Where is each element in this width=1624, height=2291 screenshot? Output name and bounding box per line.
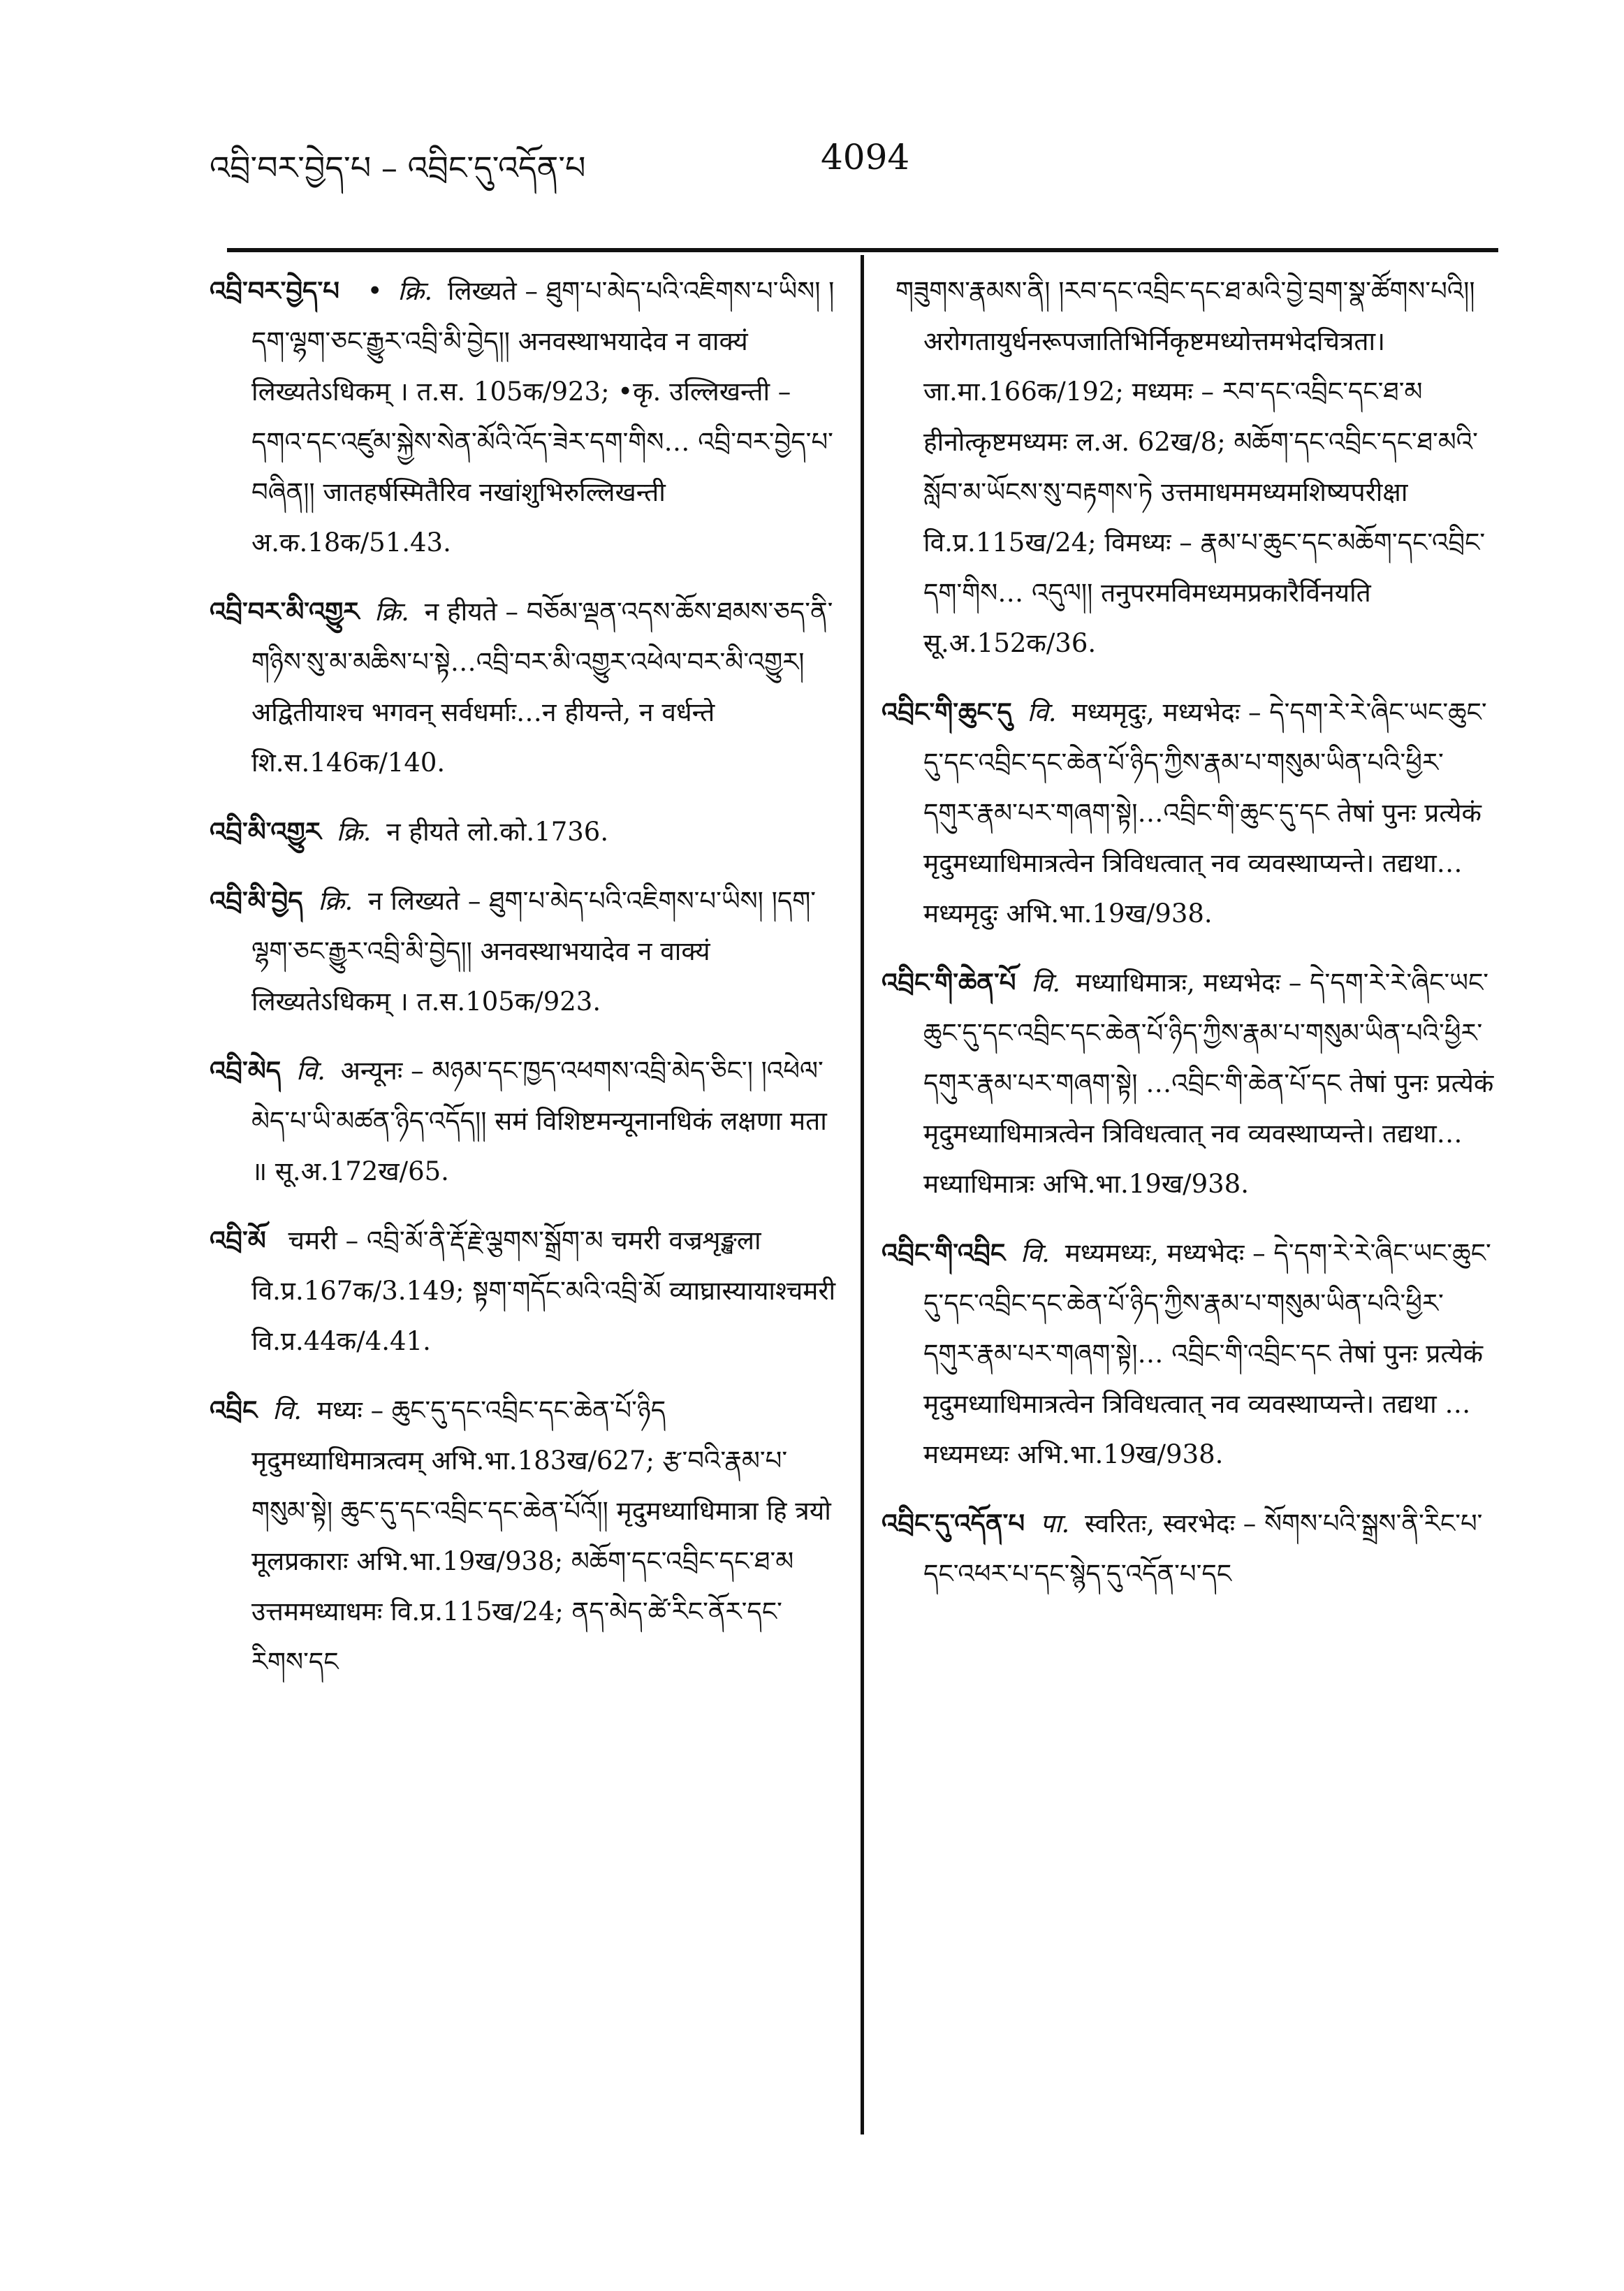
entry-grammar: क्रि. [318, 886, 353, 916]
entry-headword: འབྲི་བར་བྱེད་པ [210, 275, 339, 306]
page-number: 4094 [821, 137, 910, 177]
entry-grammar: वि. [1021, 1238, 1050, 1268]
dictionary-entry [882, 957, 1496, 1209]
header-left: འབྲི་བར་བྱེད་པ – འབྲིང་དུ་འདོན་པ [210, 149, 586, 187]
dictionary-entry [882, 687, 1496, 939]
entry-headword: འབྲི་མེད [210, 1055, 281, 1086]
entry-text: लिख्यते – ཐུག་པ་མེད་པའི་འཇིགས་པ་ཡིས། །དག་ལྷག་ཅང་རྒྱུར་འབྲི་མི་བྱེད།། अनवस्थाभयादेव न वाक्यं लिख्यतेऽधिकम् । त.स. 105क/923; •कृ. उल्लिखन्ती – དགའ་དང་འཛུམ་སྐྱེས་སེན་མོའི་འོད་ཟེར་དག་གིས… འབྲི་བར་བྱེད་པ་བཞིན།། जातहर्षस्मितैरिव नखांशुभिरुल्लिखन्ती अ.क.18क/51.43. [251, 276, 835, 558]
entry-headword: འབྲི་མོ [210, 1225, 266, 1256]
entry-grammar: क्रि. [336, 817, 372, 847]
entry-text: चमरी – འབྲི་མོ་ནི་རྡོ་རྗེ་ལྕགས་སྒྲོག་མ चमरी वज्रशृङ्खला वि.प्र.167क/3.149; སྟག་གདོང་མའི་འབྲི་མོ व्याघ्रास्यायाश्चमरी वि.प्र.44क/4.41. [251, 1225, 836, 1356]
entry-grammar: वि. [1027, 697, 1057, 727]
entry-grammar: वि. [1031, 968, 1061, 998]
entry-text: न हीयते लो.को.1736. [386, 817, 609, 847]
entry-text: གཟུགས་རྣམས་ནི། །རབ་དང་འབྲིང་དང་ཐ་མའི་བྱེ་བྲག་སྣ་ཚོགས་པའི།། अरोगतायुर्धनरूपजातिभिर्निकृष्टमध्योत्तमभेदचित्रता। जा.मा.166क/192; मध्यमः – རབ་དང་འབྲིང་དང་ཐ་མ हीनोत्कृष्टमध्यमः ल.अ. 62ख/8; མཆོག་དང་འབྲིང་དང་ཐ་མའི་སློབ་མ་ཡོངས་སུ་བརྟགས་ཏེ उत्तमाधममध्यमशिष्यपरीक्षा वि.प्र.115ख/24; विमध्यः – རྣམ་པ་ཆུང་དང་མཆོག་དང་འབྲིང་དག་གིས… འདུལ།། तनुपरमविमध्यमप्रकारैर्विनयति सू.अ.152क/36. [895, 276, 1486, 658]
entry-grammar: क्रि. [374, 597, 409, 627]
entry-text: स्वरितः, स्वरभेदः – སོགས་པའི་སྒྲས་ནི་རིང་པ་དང་འཕར་པ་དང་སྙེད་དུ་འདོན་པ་དང [923, 1508, 1483, 1589]
entry-headword: འབྲིང་དུ་འདོན་པ [882, 1508, 1025, 1539]
entry-text: अन्यूनः – མཉམ་དང་ཁྱད་འཕགས་འབྲི་མེད་ཅིང་། །འཕེལ་མེད་པ་ཡི་མཚན་ཉིད་འདོད།། समं विशिष्टमन्यूनानधिकं लक्षणा मता ॥ सू.अ.172ख/65. [251, 1056, 827, 1186]
entry-headword: འབྲི་བར་མི་འགྱུར [210, 596, 360, 627]
entry-text: मध्याधिमात्रः, मध्यभेदः – དེ་དག་རེ་རེ་ཞིང་ཡང་ཆུང་དུ་དང་འབྲིང་དང་ཆེན་པོ་ཉིད་ཀྱིས་རྣམ་པ་གསུམ་ཡིན་པའི་ཕྱིར་དགུར་རྣམ་པར་གཞག་སྟེ། …འབྲིང་གི་ཆེན་པོ་དང तेषां पुनः प्रत्येकं मृदुमध्याधिमात्रत्वेन त्रिविधत्वात् नव व्यवस्थाप्यन्ते। तद्यथा…मध्याधिमात्रः अभि.भा.19ख/938. [923, 968, 1494, 1199]
header-rule [227, 248, 1498, 252]
entry-headword: འབྲིང་གི་འབྲིང [882, 1237, 1006, 1268]
column-divider [861, 255, 864, 2134]
left-column [210, 266, 838, 1705]
entry-headword: འབྲིང་གི་ཆེན་པོ [882, 967, 1016, 998]
dictionary-entry [882, 1498, 1496, 1599]
entry-grammar: वि. [272, 1395, 302, 1425]
entry-headword: འབྲི་མི་བྱེད [210, 885, 303, 916]
bullet-marker: • [367, 276, 383, 306]
entry-text: न हीयते – བཅོམ་ལྡན་འདས་ཆོས་ཐམས་ཅད་ནི་གཉིས་སུ་མ་མཆིས་པ་སྟེ…འབྲི་བར་མི་འགྱུར་འཕེལ་བར་མི་འགྱུར། अद्वितीयाश्च भगवन् सर्वधर्माः…न हीयन्ते, न वर्धन्ते शि.स.146क/140. [251, 597, 833, 778]
entry-headword: འབྲི་མི་འགྱུར [210, 816, 321, 847]
dictionary-entry [882, 1228, 1496, 1480]
dictionary-entry [210, 806, 838, 857]
entry-grammar: वि. [295, 1056, 325, 1086]
dictionary-entry [210, 266, 838, 568]
dictionary-entry [210, 586, 838, 788]
entry-text: मध्यमृदुः, मध्यभेदः – དེ་དག་རེ་རེ་ཞིང་ཡང་ཆུང་དུ་དང་འབྲིང་དང་ཆེན་པོ་ཉིད་ཀྱིས་རྣམ་པ་གསུམ་ཡིན་པའི་ཕྱིར་དགུར་རྣམ་པར་གཞག་སྟེ།…འབྲིང་གི་ཆུང་དུ་དང तेषां पुनः प्रत्येकं मृदुमध्याधिमात्रत्वेन त्रिविधत्वात् नव व्यवस्थाप्यन्ते। तद्यथा…मध्यमृदुः अभि.भा.19ख/938. [923, 697, 1487, 929]
dictionary-entry [210, 1385, 838, 1687]
right-column [882, 266, 1496, 1617]
dictionary-entry [210, 875, 838, 1027]
entry-headword: འབྲིང་གི་ཆུང་དུ [882, 697, 1012, 727]
entry-text: न लिख्यते – ཐུག་པ་མེད་པའི་འཇིགས་པ་ཡིས། །དག་ལྷག་ཅང་རྒྱུར་འབྲི་མི་བྱེད།། अनवस्थाभयादेव न वाक्यं लिख्यतेऽधिकम् । त.स.105क/923. [251, 886, 817, 1017]
entry-text: मध्यमध्यः, मध्यभेदः – དེ་དག་རེ་རེ་ཞིང་ཡང་ཆུང་དུ་དང་འབྲིང་དང་ཆེན་པོ་ཉིད་ཀྱིས་རྣམ་པ་གསུམ་ཡིན་པའི་ཕྱིར་དགུར་རྣམ་པར་གཞག་སྟེ།… འབྲིང་གི་འབྲིང་དང तेषां पुनः प्रत्येकं मृदुमध्याधिमात्रत्वेन त्रिविधत्वात् नव व्यवस्थाप्यन्ते। तद्यथा …मध्यमध्यः अभि.भा.19ख/938. [923, 1238, 1491, 1469]
entry-text: मध्यः – ཆུང་དུ་དང་འབྲིང་དང་ཆེན་པོ་ཉིད मृदुमध्याधिमात्रत्वम् अभि.भा.183ख/627; རྩ་བའི་རྣམ་པ་གསུམ་སྟེ། ཆུང་དུ་དང་འབྲིང་དང་ཆེན་པོའོ།། मृदुमध्याधिमात्रा हि त्रयो मूलप्रकाराः अभि.भा.19ख/938; མཆོག་དང་འབྲིང་དང་ཐ་མ उत्तममध्याधमः वि.प्र.115ख/24; ནད་མེད་ཚེ་རིང་ནོར་དང་རིགས་དང [251, 1395, 831, 1677]
dictionary-entry [210, 1215, 838, 1367]
entry-grammar: पा. [1039, 1508, 1070, 1539]
dictionary-entry [210, 1045, 838, 1197]
entry-headword: འབྲིང [210, 1395, 258, 1425]
dictionary-entry-continuation [882, 266, 1496, 669]
entry-grammar: क्रि. [397, 276, 433, 306]
